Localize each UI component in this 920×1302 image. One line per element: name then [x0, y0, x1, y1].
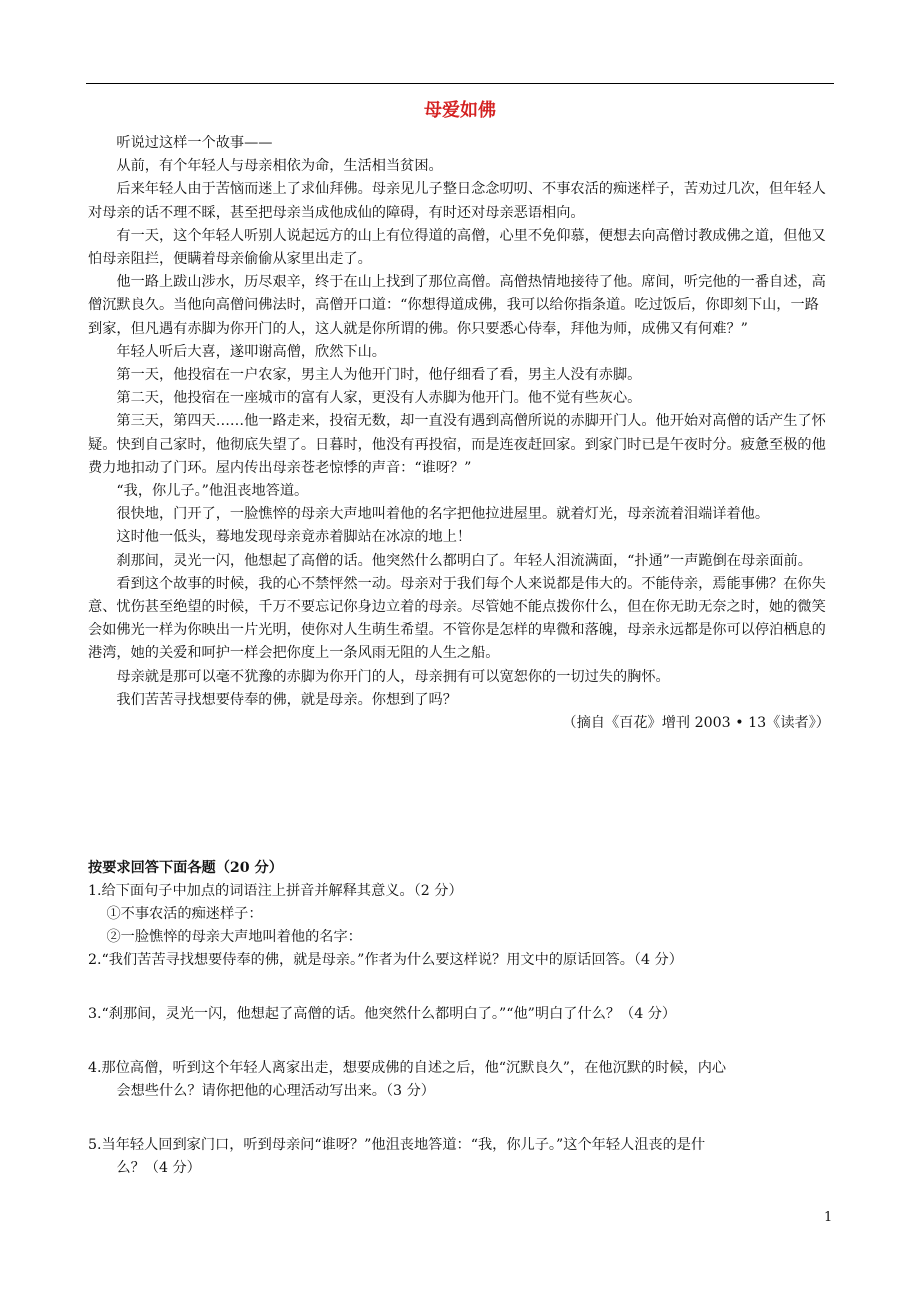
paragraph: 第二天，他投宿在一座城市的富有人家，更没有人赤脚为他开门。他不觉有些灰心。	[116, 390, 642, 407]
question-1-item-b: ②一脸憔悴的母亲大声地叫着他的名字：	[106, 929, 362, 945]
page-number: 1	[824, 1210, 833, 1225]
paragraph: 听说过这样一个故事——	[116, 135, 273, 151]
paragraph: 很快地，门开了，一脸憔悴的母亲大声地叫着他的名字把他拉进屋里。就着灯光，母亲流着泪端详着他。	[116, 506, 770, 523]
questions-section	[88, 857, 830, 1180]
question-1: 1.给下面句子中加点的词语注上拼音并解释其意义。（2 分）	[88, 883, 463, 899]
question-2: 2.“我们苦苦寻找想要侍奉的佛，就是母亲。”作者为什么要这样说？用文中的原话回答。（4 分）	[88, 952, 683, 968]
paragraph: 我们苦苦寻找想要侍奉的佛，就是母亲。你想到了吗？	[116, 691, 457, 708]
paragraph: “我，你儿子。”他沮丧地答道。	[116, 483, 309, 500]
paragraph: 第三天，第四天……他一路走来，投宿无数，却一直没有遇到高僧所说的赤脚开门人。他开始对高僧的话产生了怀疑。快到自己家时，他彻底失望了。日暮时，他没有再投宿，而是连夜赶回家。到家门时已是午夜时分。疲惫至极的他费力地扣动了门环。屋内传出母亲苍老惊悸的声音：“谁呀？”	[88, 413, 826, 476]
question-5	[88, 1134, 830, 1180]
question-5-line-1: 5.当年轻人回到家门口，听到母亲问“谁呀？”他沮丧地答道：“我，你儿子。”这个年轻人沮丧的是什	[88, 1137, 706, 1153]
paragraph: 他一路上跋山涉水，历尽艰辛，终于在山上找到了那位高僧。高僧热情地接待了他。席间，听完他的一番自述，高僧沉默良久。当他向高僧问佛法时，高僧开口道：“你想得道成佛，我可以给你指条道。吃过饭后，你即刻下山，一路到家，但凡遇有赤脚为你开门的人，这人就是你所谓的佛。你只要悉心侍奉，拜他为师，成佛又有何难？”	[88, 274, 826, 337]
paragraph: 母亲就是那可以毫不犹豫的赤脚为你开门的人，母亲拥有可以宽恕你的一切过失的胸怀。	[116, 668, 670, 685]
article-body	[88, 132, 830, 735]
paragraph: 第一天，他投宿在一户农家，男主人为他开门时，他仔细看了看，男主人没有赤脚。	[116, 367, 642, 384]
header-rule	[86, 83, 834, 84]
question-4-line-2: 会想些什么？请你把他的心理活动写出来。（3 分）	[116, 1083, 435, 1099]
question-5-line-2: 么？（4 分）	[116, 1160, 201, 1176]
paragraph: 有一天，这个年轻人听别人说起远方的山上有位得道的高僧，心里不免仰慕，便想去向高僧讨教成佛之道，但他又怕母亲阻拦，便瞒着母亲偷偷从家里出走了。	[88, 227, 826, 268]
question-3: 3.“刹那间，灵光一闪，他想起了高僧的话。他突然什么都明白了。”“他”明白了什么？（4 分）	[88, 1006, 677, 1022]
paragraph: 年轻人听后大喜，遂叩谢高僧，欣然下山。	[116, 343, 386, 360]
paragraph: 这时他一低头，蓦地发现母亲竟赤着脚站在冰凉的地上！	[116, 529, 472, 546]
source-citation: （摘自《百花》增刊 2003 • 13《读者》）	[562, 715, 830, 732]
paragraph: 后来年轻人由于苦恼而迷上了求仙拜佛。母亲见儿子整日念念叨叨、不事农活的痴迷样子，苦劝过几次，但年轻人对母亲的话不理不睬，甚至把母亲当成他成仙的障碍，有时还对母亲恶语相向。	[88, 181, 826, 221]
paragraph: 刹那间，灵光一闪，他想起了高僧的话。他突然什么都明白了。年轻人泪流满面，“扑通”一声跪倒在母亲面前。	[116, 552, 812, 569]
question-1-item-a: ①不事农活的痴迷样子：	[106, 906, 263, 922]
questions-heading: 按要求回答下面各题（20 分）	[88, 860, 283, 876]
paragraph: 看到这个故事的时候，我的心不禁怦然一动。母亲对于我们每个人来说都是伟大的。不能侍亲，焉能事佛？在你失意、忧伤甚至绝望的时候，千万不要忘记你身边立着的母亲。尽管她不能点拨你什么，但在你无助无奈之时，她的微笑会如佛光一样为你映出一片光明，使你对人生萌生希望。不管你是怎样的卑微和落魄，母亲永远都是你可以停泊栖息的港湾，她的关爱和呵护一样会把你度上一条风雨无阻的人生之船。	[88, 575, 826, 662]
article-title: 母爱如佛	[424, 100, 496, 121]
question-4-line-1: 4.那位高僧，听到这个年轻人离家出走，想要成佛的自述之后，他“沉默良久”，在他沉默的时候，内心	[88, 1060, 727, 1076]
question-4	[88, 1057, 830, 1103]
paragraph: 从前，有个年轻人与母亲相依为命，生活相当贫困。	[116, 158, 443, 175]
